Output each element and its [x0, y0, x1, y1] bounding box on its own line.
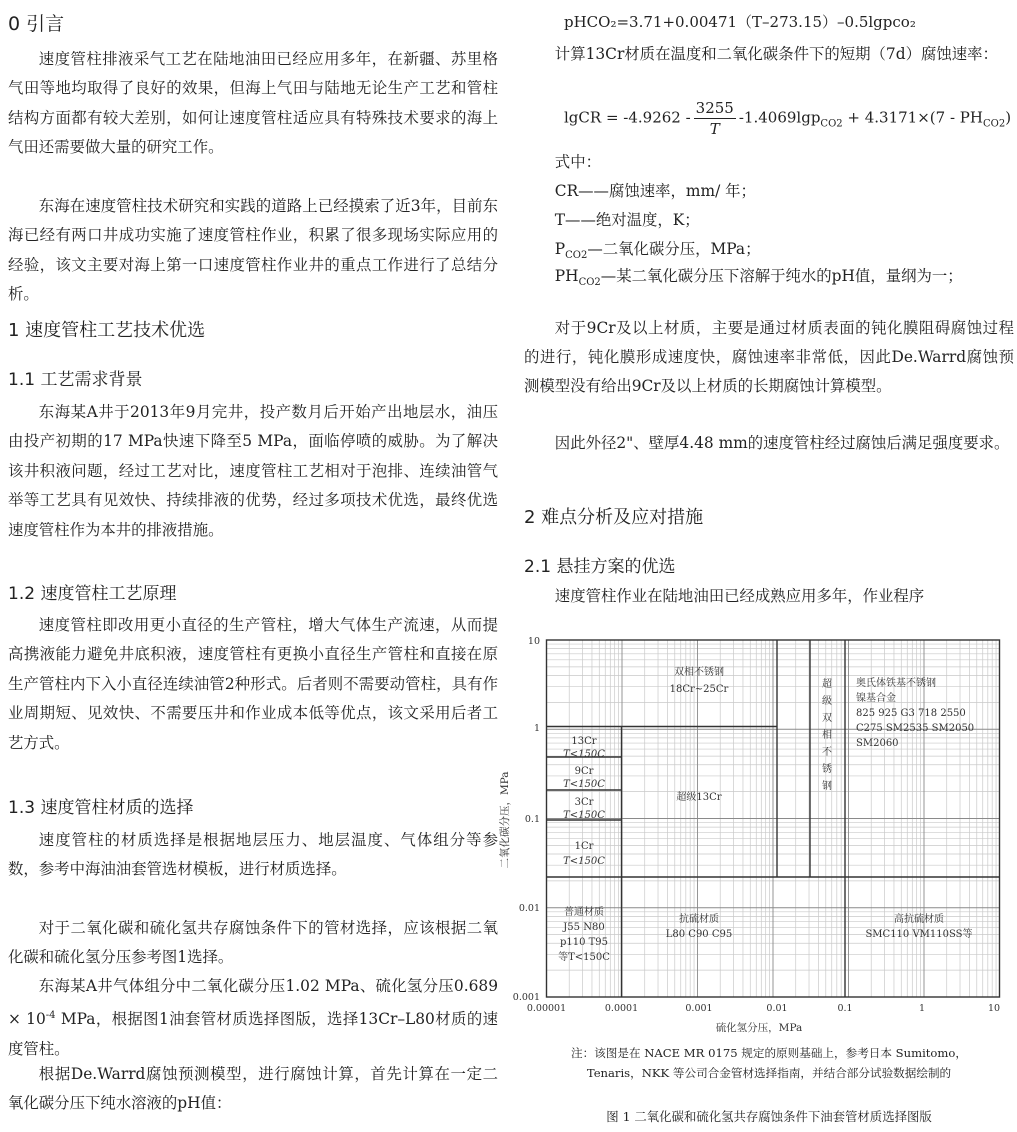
paragraph-material-4: 根据De.Warrd腐蚀预测模型，进行腐蚀计算，首先计算在一定二氧化碳分压下纯水溶液的pH值： [8, 1065, 498, 1113]
x-axis-ticks [527, 1003, 1000, 1014]
x-tick-0.0001: 0.0001 [604, 1003, 639, 1014]
paragraph-intro-2: 东海在速度管柱技术研究和实践的道路上已经摸索了近3年，目前东海已经有两口井成功实施了速度管柱作业，积累了很多现场实际应用的经验，该文主要对海上第一口速度管柱作业井的重点工作进行了总结分析。 [8, 197, 498, 304]
heading-section-2-1: 2.1 悬挂方案的优选 [524, 557, 676, 577]
heading-section-1-2: 1.2 速度管柱工艺原理 [8, 584, 177, 604]
x-tick-0.001: 0.001 [685, 1003, 713, 1014]
paragraph-material-1: 速度管柱的材质选择是根据地层压力、地层温度、气体组分等参数，参考中海油油套管选材模板，进行材质选择。 [8, 831, 498, 879]
paragraph-passivation: 对于9Cr及以上材质，主要是通过材质表面的钝化膜阻碍腐蚀过程的进行，钝化膜形成速度快，腐蚀速率非常低，因此De.Warrd腐蚀预测模型没有给出9Cr及以上材质的长期腐蚀计算模型。 [524, 319, 1014, 395]
paragraph-corrosion-rate: 计算13Cr材质在温度和二氧化碳条件下的短期（7d）腐蚀速率： [554, 45, 998, 63]
y-tick-1: 1 [533, 723, 540, 734]
region-highsour-label-1: 高抗硫材质 [894, 914, 944, 925]
equation-ph: pHCO₂=3.71+0.00471（T–273.15）–0.5lgpco₂ [564, 13, 916, 31]
region-normal-label-2: J55 N80 [563, 922, 605, 933]
region-austenitic-label-5: SM2060 [856, 738, 899, 749]
region-13cr-label-1: 13Cr [571, 736, 597, 747]
region-sour-label-2: L80 C90 C95 [665, 929, 733, 940]
definition-cr: CR——腐蚀速率，mm/ 年； [554, 182, 756, 200]
paragraph-hanging: 速度管柱作业在陆地油田已经成熟应用多年，作业程序 [554, 587, 925, 605]
paragraph-strength: 因此外径2"、壁厚4.48 mm的速度管柱经过腐蚀后满足强度要求。 [554, 434, 1010, 452]
region-austenitic-label-1: 奥氏体铁基不锈钢 [856, 678, 936, 689]
y-tick-10: 10 [527, 636, 540, 647]
paragraph-principle: 速度管柱即改用更小直径的生产管柱，增大气体生产流速，从而提高携液能力避免井底积液，速度管柱有更换小直径生产管柱和直接在原生产管柱内下入小直径连续油管2种形式。后者则不需要动管柱，具有作业周期短、见效快、不需要压井和作业成本低等优点，该文采用后者工艺方式。 [8, 616, 498, 752]
material-selection-chart [494, 630, 1014, 1042]
x-tick-0.01: 0.01 [766, 1003, 788, 1014]
region-9cr-label-1: 9Cr [574, 766, 594, 777]
region-13cr-label-2: T<150C [563, 749, 605, 760]
paragraph-intro-1: 速度管柱排液采气工艺在陆地油田已经应用多年，在新疆、苏里格气田等地均取得了良好的效果，但海上气田与陆地无论生产工艺和管柱结构方面都有较大差别，如何让速度管柱适应具有特殊技术要求的海上气田还需要做大量的研究工作。 [8, 50, 498, 157]
equation-corrosion-rate: lgCR = -4.9262 - $\frac{3255}{T}$ $-1.4069\lg p_{CO2} + 4.3171\times(7 - PH_{CO2})$ [564, 99, 1012, 138]
y-axis-label: 二氧化碳分压，MPa [499, 771, 511, 869]
x-tick-1: 1 [918, 1003, 926, 1014]
region-highsour-label-2: SMC110 VM110SS等 [865, 929, 973, 940]
paragraph-material-3: 东海某A井气体组分中二氧化碳分压1.02 MPa、硫化氢分压$0.689 \times 10^{-4}$ MPa，根据图1油套管材质选择图版，选择13Cr–L80材质的速度管柱。 [8, 977, 499, 1058]
heading-introduction: 0 引言 [8, 13, 65, 35]
region-super-duplex-label: 超级双相不锈钢 [822, 679, 832, 792]
region-1cr-label-1: 1Cr [574, 841, 594, 852]
region-duplex-label-1: 双相不锈钢 [674, 667, 724, 678]
region-austenitic-label-4: C275 SM2535 SM2050 [856, 723, 975, 734]
heading-section-1: 1 速度管柱工艺技术优选 [8, 320, 206, 341]
heading-section-1-1: 1.1 工艺需求背景 [8, 370, 143, 390]
region-3cr-label-2: T<150C [563, 810, 605, 821]
figure-caption: 图 1 二氧化碳和硫化氢共存腐蚀条件下油套管材质选择图版 [606, 1109, 932, 1124]
where-label: 式中： [554, 153, 601, 171]
definition-t: T——绝对温度，K； [554, 211, 700, 229]
heading-section-2: 2 难点分析及应对措施 [524, 507, 704, 528]
region-super13cr-label: 超级13Cr [676, 792, 722, 803]
y-tick-0.001: 0.001 [512, 992, 540, 1003]
figure-note-line-1: 注：该图是在 NACE MR 0175 规定的原则基础上，参考日本 Sumitomo， [571, 1046, 967, 1060]
region-austenitic-label-3: 825 925 G3 718 2550 [856, 708, 966, 719]
x-tick-10: 10 [987, 1003, 1001, 1014]
region-normal-label-1: 普通材质 [564, 907, 604, 918]
region-1cr-label-2: T<150C [563, 856, 605, 867]
figure-note-line-2: Tenaris，NKK 等公司合金管材选择指南，并结合部分试验数据绘制的 [586, 1066, 952, 1080]
definition-pco2: $P_{CO2}—$二氧化碳分压，MPa； [554, 240, 761, 262]
x-tick-0.00001: 0.00001 [526, 1003, 567, 1014]
fraction: $\frac{3255}{T}$ [695, 99, 734, 138]
paragraph-material-2: 对于二氧化碳和硫化氢共存腐蚀条件下的管材选择，应该根据二氧化碳和硫化氢分压参考图1选择。 [8, 919, 498, 967]
region-sour-label-1: 抗硫材质 [679, 914, 719, 925]
region-normal-label-4: 等T<150C [558, 952, 610, 963]
x-tick-0.1: 0.1 [837, 1003, 853, 1014]
region-3cr-label-1: 3Cr [574, 797, 594, 808]
region-duplex-label-2: 18Cr~25Cr [669, 684, 729, 695]
y-tick-0.01: 0.01 [518, 903, 540, 914]
region-austenitic-label-2: 镍基合金 [856, 693, 896, 704]
x-axis-label: 硫化氢分压，MPa [715, 1022, 803, 1034]
paragraph-background: 东海某A井于2013年9月完井，投产数月后开始产出地层水，油压由投产初期的17 MPa快速下降至5 MPa，面临停喷的威胁。为了解决该井积液问题，经过工艺对比，速度管柱工艺相对于泡排、连续油管气举等工艺具有见效快、持续排液的优势，经过多项技术优选，最终优选速度管柱作为本井的排液措施。 [8, 403, 498, 539]
y-axis-ticks [513, 636, 540, 1003]
heading-section-1-3: 1.3 速度管柱材质的选择 [8, 798, 194, 818]
y-tick-0.1: 0.1 [524, 814, 540, 825]
region-9cr-label-2: T<150C [563, 779, 605, 790]
definition-phco2: $PH_{CO2}—$某二氧化碳分压下溶解于纯水的pH值，量纲为一； [554, 267, 963, 289]
region-normal-label-3: p110 T95 [559, 937, 609, 948]
